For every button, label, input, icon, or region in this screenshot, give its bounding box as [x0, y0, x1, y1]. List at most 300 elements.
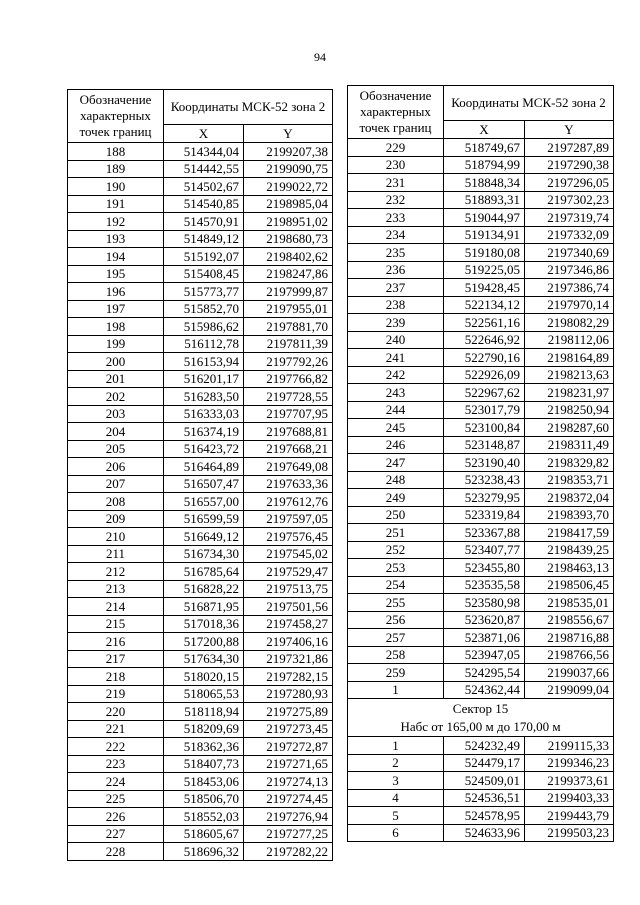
coord-y: 2197688,81 — [244, 423, 333, 441]
coord-y: 2198250,94 — [525, 401, 614, 419]
coord-y: 2197282,15 — [244, 668, 333, 686]
coord-x: 518407,73 — [164, 755, 244, 773]
table-body-left — [68, 143, 333, 861]
coord-y: 2198213,63 — [525, 366, 614, 384]
table-row — [68, 598, 333, 616]
coord-x: 522926,09 — [444, 366, 525, 384]
table-row — [68, 388, 333, 406]
coord-x: 523190,40 — [444, 454, 525, 472]
coord-x: 518118,94 — [164, 703, 244, 721]
point-number: 245 — [348, 419, 444, 437]
table-row — [68, 773, 333, 791]
coord-x: 514540,85 — [164, 195, 244, 213]
coord-y: 2197766,82 — [244, 370, 333, 388]
table-row — [348, 489, 614, 507]
table-row — [348, 772, 614, 790]
table-row — [348, 314, 614, 332]
coord-x: 518848,34 — [444, 174, 525, 192]
point-number: 231 — [348, 174, 444, 192]
coord-x: 518065,53 — [164, 685, 244, 703]
coordinates-table-left — [67, 89, 333, 861]
coord-y: 2197272,87 — [244, 738, 333, 756]
coord-x: 518794,99 — [444, 156, 525, 174]
table-row — [348, 541, 614, 559]
coord-x: 518605,67 — [164, 825, 244, 843]
coord-y: 2197302,23 — [525, 191, 614, 209]
coord-x: 523535,58 — [444, 576, 525, 594]
coord-x: 514849,12 — [164, 230, 244, 248]
point-number: 211 — [68, 545, 164, 563]
table-row — [348, 174, 614, 192]
coord-x: 514570,91 — [164, 213, 244, 231]
coord-x: 523580,98 — [444, 594, 525, 612]
coord-y: 2199090,75 — [244, 160, 333, 178]
point-number: 251 — [348, 524, 444, 542]
coord-x: 524509,01 — [444, 772, 525, 790]
coord-y: 2197501,56 — [244, 598, 333, 616]
table-row — [348, 807, 614, 825]
coord-y: 2198372,04 — [525, 489, 614, 507]
table-row — [68, 423, 333, 441]
coord-y: 2197633,36 — [244, 475, 333, 493]
coord-x: 517200,88 — [164, 633, 244, 651]
point-number: 250 — [348, 506, 444, 524]
point-number: 1 — [348, 681, 444, 699]
table-row — [68, 493, 333, 511]
table-row — [68, 318, 333, 336]
header-y: Y — [525, 121, 614, 139]
coord-x: 518552,03 — [164, 808, 244, 826]
coord-x: 518696,32 — [164, 843, 244, 861]
table-row — [68, 633, 333, 651]
table-row — [348, 401, 614, 419]
coord-y: 2197999,87 — [244, 283, 333, 301]
point-number: 226 — [68, 808, 164, 826]
table-row — [68, 265, 333, 283]
point-number: 235 — [348, 244, 444, 262]
coord-x: 516464,89 — [164, 458, 244, 476]
coord-x: 524232,49 — [444, 737, 525, 755]
point-number: 244 — [348, 401, 444, 419]
table-row — [348, 629, 614, 647]
point-number: 220 — [68, 703, 164, 721]
point-number: 201 — [68, 370, 164, 388]
coord-x: 523238,43 — [444, 471, 525, 489]
coord-y: 2198082,29 — [525, 314, 614, 332]
point-number: 6 — [348, 824, 444, 842]
coord-y: 2199022,72 — [244, 178, 333, 196]
table-row — [348, 296, 614, 314]
table-row — [68, 528, 333, 546]
point-number: 197 — [68, 300, 164, 318]
coord-x: 523017,79 — [444, 401, 525, 419]
table-row — [348, 384, 614, 402]
coord-x: 518749,67 — [444, 139, 525, 157]
point-number: 193 — [68, 230, 164, 248]
table-row — [68, 458, 333, 476]
point-number: 191 — [68, 195, 164, 213]
coord-x: 519225,05 — [444, 261, 525, 279]
coord-y: 2199503,23 — [525, 824, 614, 842]
point-number: 230 — [348, 156, 444, 174]
point-number: 219 — [68, 685, 164, 703]
coord-x: 516283,50 — [164, 388, 244, 406]
coord-y: 2198680,73 — [244, 230, 333, 248]
table-row — [348, 331, 614, 349]
coord-x: 523367,88 — [444, 524, 525, 542]
coord-x: 515408,45 — [164, 265, 244, 283]
coord-x: 523279,95 — [444, 489, 525, 507]
table-row — [68, 755, 333, 773]
coord-x: 523148,87 — [444, 436, 525, 454]
table-row — [68, 545, 333, 563]
coord-x: 523620,87 — [444, 611, 525, 629]
table-row — [68, 335, 333, 353]
coord-x: 519044,97 — [444, 209, 525, 227]
table-row — [68, 685, 333, 703]
coord-y: 2198985,04 — [244, 195, 333, 213]
coord-y: 2197274,13 — [244, 773, 333, 791]
coord-x: 517634,30 — [164, 650, 244, 668]
coord-y: 2198951,02 — [244, 213, 333, 231]
coord-x: 518020,15 — [164, 668, 244, 686]
point-number: 254 — [348, 576, 444, 594]
coord-y: 2199373,61 — [525, 772, 614, 790]
point-number: 202 — [68, 388, 164, 406]
coord-y: 2197319,74 — [525, 209, 614, 227]
coord-x: 516507,47 — [164, 475, 244, 493]
coord-x: 517018,36 — [164, 615, 244, 633]
coord-y: 2197576,45 — [244, 528, 333, 546]
coord-x: 516153,94 — [164, 353, 244, 371]
coord-y: 2197881,70 — [244, 318, 333, 336]
coord-x: 516423,72 — [164, 440, 244, 458]
point-number: 203 — [68, 405, 164, 423]
point-number: 234 — [348, 226, 444, 244]
coord-y: 2197955,01 — [244, 300, 333, 318]
table-body-right — [348, 139, 614, 842]
coord-y: 2197280,93 — [244, 685, 333, 703]
point-number: 216 — [68, 633, 164, 651]
coord-y: 2198164,89 — [525, 349, 614, 367]
point-number: 233 — [348, 209, 444, 227]
coord-y: 2198287,60 — [525, 419, 614, 437]
coord-x: 519134,91 — [444, 226, 525, 244]
point-number: 224 — [68, 773, 164, 791]
table-row — [348, 139, 614, 157]
coord-x: 514502,67 — [164, 178, 244, 196]
table-row — [348, 789, 614, 807]
table-row — [348, 664, 614, 682]
coord-x: 524295,54 — [444, 664, 525, 682]
point-number: 209 — [68, 510, 164, 528]
coord-y: 2198417,59 — [525, 524, 614, 542]
header-coordinates: Координаты МСК-52 зона 2 — [444, 86, 614, 121]
point-number: 4 — [348, 789, 444, 807]
point-number: 258 — [348, 646, 444, 664]
coord-x: 515773,77 — [164, 283, 244, 301]
sector-header — [348, 699, 614, 737]
point-number: 255 — [348, 594, 444, 612]
point-number: 249 — [348, 489, 444, 507]
coord-y: 2197275,89 — [244, 703, 333, 721]
coord-y: 2197276,94 — [244, 808, 333, 826]
table-row — [68, 283, 333, 301]
point-number: 222 — [68, 738, 164, 756]
table-row — [348, 156, 614, 174]
coord-y: 2199115,33 — [525, 737, 614, 755]
table-row — [348, 261, 614, 279]
coord-x: 516599,59 — [164, 510, 244, 528]
coord-y: 2198311,49 — [525, 436, 614, 454]
point-number: 205 — [68, 440, 164, 458]
table-row — [348, 681, 614, 699]
coord-y: 2197668,21 — [244, 440, 333, 458]
header-x: X — [164, 125, 244, 143]
table-row — [68, 720, 333, 738]
point-number: 192 — [68, 213, 164, 231]
coord-y: 2199037,66 — [525, 664, 614, 682]
coord-y: 2197273,45 — [244, 720, 333, 738]
coord-x: 516785,64 — [164, 563, 244, 581]
coord-y: 2199403,33 — [525, 789, 614, 807]
table-row — [348, 366, 614, 384]
coord-x: 516201,17 — [164, 370, 244, 388]
point-number: 256 — [348, 611, 444, 629]
point-number: 247 — [348, 454, 444, 472]
point-number: 195 — [68, 265, 164, 283]
coord-y: 2198716,88 — [525, 629, 614, 647]
point-number: 227 — [68, 825, 164, 843]
coord-y: 2197274,45 — [244, 790, 333, 808]
coord-x: 516112,78 — [164, 335, 244, 353]
point-number: 218 — [68, 668, 164, 686]
coord-y: 2198112,06 — [525, 331, 614, 349]
coord-x: 518453,06 — [164, 773, 244, 791]
coord-x: 522646,92 — [444, 331, 525, 349]
coord-y: 2197282,22 — [244, 843, 333, 861]
coord-y: 2197277,25 — [244, 825, 333, 843]
point-number: 190 — [68, 178, 164, 196]
table-row — [348, 419, 614, 437]
coord-x: 523871,06 — [444, 629, 525, 647]
point-number: 239 — [348, 314, 444, 332]
coord-y: 2197458,27 — [244, 615, 333, 633]
table-row — [68, 160, 333, 178]
coord-y: 2197970,14 — [525, 296, 614, 314]
coord-x: 523455,80 — [444, 559, 525, 577]
coord-y: 2197386,74 — [525, 279, 614, 297]
point-number: 208 — [68, 493, 164, 511]
header-y: Y — [244, 125, 333, 143]
point-number: 194 — [68, 248, 164, 266]
point-number: 5 — [348, 807, 444, 825]
table-row — [348, 226, 614, 244]
coord-x: 516333,03 — [164, 405, 244, 423]
table-row — [348, 646, 614, 664]
coord-y: 2197406,16 — [244, 633, 333, 651]
coord-x: 514344,04 — [164, 143, 244, 161]
table-row — [68, 825, 333, 843]
coord-x: 516828,22 — [164, 580, 244, 598]
table-row — [68, 738, 333, 756]
coord-y: 2198506,45 — [525, 576, 614, 594]
point-number: 2 — [348, 754, 444, 772]
table-row — [348, 737, 614, 755]
coord-y: 2197332,09 — [525, 226, 614, 244]
table-row — [348, 576, 614, 594]
coord-x: 522790,16 — [444, 349, 525, 367]
coord-y: 2197545,02 — [244, 545, 333, 563]
table-row — [348, 559, 614, 577]
coord-x: 522967,62 — [444, 384, 525, 402]
coord-y: 2198766,56 — [525, 646, 614, 664]
table-row — [348, 436, 614, 454]
coord-x: 515192,07 — [164, 248, 244, 266]
table-row — [68, 248, 333, 266]
coord-x: 516649,12 — [164, 528, 244, 546]
coord-x: 519428,45 — [444, 279, 525, 297]
coord-y: 2199099,04 — [525, 681, 614, 699]
coord-x: 523319,84 — [444, 506, 525, 524]
coord-x: 516734,30 — [164, 545, 244, 563]
coord-y: 2199443,79 — [525, 807, 614, 825]
point-number: 200 — [68, 353, 164, 371]
point-number: 3 — [348, 772, 444, 790]
point-number: 199 — [68, 335, 164, 353]
coord-y: 2198329,82 — [525, 454, 614, 472]
coord-y: 2197612,76 — [244, 493, 333, 511]
point-number: 241 — [348, 349, 444, 367]
coord-y: 2199346,23 — [525, 754, 614, 772]
point-number: 198 — [68, 318, 164, 336]
coord-y: 2197707,95 — [244, 405, 333, 423]
point-number: 243 — [348, 384, 444, 402]
point-number: 225 — [68, 790, 164, 808]
table-row — [68, 195, 333, 213]
point-number: 238 — [348, 296, 444, 314]
point-number: 240 — [348, 331, 444, 349]
coord-y: 2199207,38 — [244, 143, 333, 161]
table-row — [348, 209, 614, 227]
coord-x: 514442,55 — [164, 160, 244, 178]
coord-y: 2197287,89 — [525, 139, 614, 157]
coord-x: 524536,51 — [444, 789, 525, 807]
table-row — [348, 279, 614, 297]
point-number: 217 — [68, 650, 164, 668]
table-row — [68, 563, 333, 581]
page-number: 94 — [314, 50, 326, 64]
coord-y: 2197649,08 — [244, 458, 333, 476]
table-row — [348, 754, 614, 772]
coord-x: 524479,17 — [444, 754, 525, 772]
table-row — [68, 650, 333, 668]
coord-x: 518893,31 — [444, 191, 525, 209]
coord-x: 515852,70 — [164, 300, 244, 318]
sector-header-row — [348, 699, 614, 737]
coord-x: 522561,16 — [444, 314, 525, 332]
header-designation: Обозначение характерных точек границ — [68, 90, 164, 143]
point-number: 248 — [348, 471, 444, 489]
table-row — [348, 454, 614, 472]
point-number: 257 — [348, 629, 444, 647]
table-row — [68, 510, 333, 528]
point-number: 188 — [68, 143, 164, 161]
coord-y: 2198439,25 — [525, 541, 614, 559]
point-number: 213 — [68, 580, 164, 598]
coordinates-table-right — [347, 85, 614, 842]
coord-y: 2197811,39 — [244, 335, 333, 353]
point-number: 228 — [68, 843, 164, 861]
coord-y: 2197792,26 — [244, 353, 333, 371]
coord-y: 2198393,70 — [525, 506, 614, 524]
point-number: 215 — [68, 615, 164, 633]
header-coordinates: Координаты МСК-52 зона 2 — [164, 90, 333, 125]
coord-x: 524633,96 — [444, 824, 525, 842]
point-number: 246 — [348, 436, 444, 454]
point-number: 253 — [348, 559, 444, 577]
coord-y: 2197597,05 — [244, 510, 333, 528]
table-row — [68, 143, 333, 161]
coord-y: 2198402,62 — [244, 248, 333, 266]
table-row — [68, 440, 333, 458]
coord-x: 515986,62 — [164, 318, 244, 336]
coord-y: 2197513,75 — [244, 580, 333, 598]
coord-y: 2198535,01 — [525, 594, 614, 612]
point-number: 1 — [348, 737, 444, 755]
coord-x: 519180,08 — [444, 244, 525, 262]
point-number: 196 — [68, 283, 164, 301]
point-number: 229 — [348, 139, 444, 157]
table-row — [68, 475, 333, 493]
point-number: 212 — [68, 563, 164, 581]
point-number: 236 — [348, 261, 444, 279]
coord-x: 516871,95 — [164, 598, 244, 616]
header-designation: Обозначение характерных точек границ — [348, 86, 444, 139]
coord-y: 2198247,86 — [244, 265, 333, 283]
table-row — [68, 668, 333, 686]
table-row — [68, 300, 333, 318]
point-number: 221 — [68, 720, 164, 738]
coord-y: 2197296,05 — [525, 174, 614, 192]
coord-x: 516557,00 — [164, 493, 244, 511]
table-row — [348, 524, 614, 542]
point-number: 204 — [68, 423, 164, 441]
coord-x: 523947,05 — [444, 646, 525, 664]
table-row — [68, 405, 333, 423]
coord-x: 524362,44 — [444, 681, 525, 699]
point-number: 189 — [68, 160, 164, 178]
coord-y: 2197290,38 — [525, 156, 614, 174]
coord-x: 518362,36 — [164, 738, 244, 756]
coord-y: 2197340,69 — [525, 244, 614, 262]
table-row — [68, 580, 333, 598]
table-row — [68, 178, 333, 196]
table-row — [348, 191, 614, 209]
coord-y: 2198463,13 — [525, 559, 614, 577]
point-number: 214 — [68, 598, 164, 616]
coord-x: 516374,19 — [164, 423, 244, 441]
table-row — [68, 230, 333, 248]
sector-subtitle: Набс от 165,00 м до 170,00 м — [400, 718, 561, 734]
table-row — [68, 703, 333, 721]
table-row — [348, 244, 614, 262]
table-row — [348, 824, 614, 842]
coord-y: 2198556,67 — [525, 611, 614, 629]
table-row — [68, 370, 333, 388]
table-row — [68, 353, 333, 371]
point-number: 206 — [68, 458, 164, 476]
